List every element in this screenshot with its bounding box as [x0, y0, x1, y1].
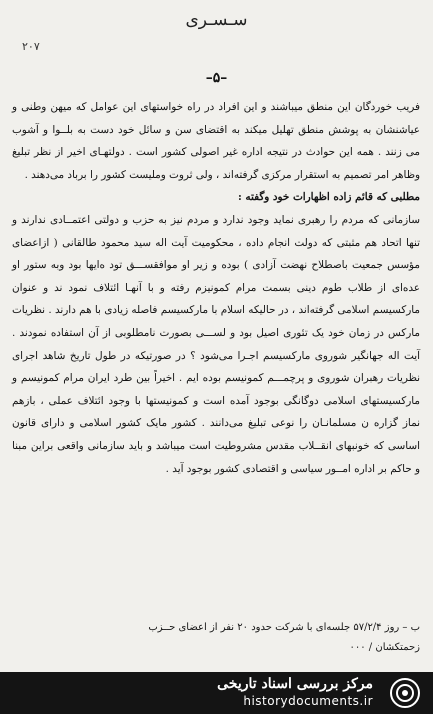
page-number: –۵– [205, 70, 228, 86]
reference-number: ۲۰۷ [22, 40, 40, 53]
footer-signature: زحمتکشان / ۰۰۰ [349, 642, 420, 653]
secret-stamp: سـسـری [185, 10, 248, 30]
document-body [12, 96, 420, 480]
watermark-url[interactable]: historydocuments.ir [243, 694, 373, 708]
paragraph-3: سازمانی که مردم را رهبری نماید وجود ندارد و مردم نیز به حزب و دولتی اعتمــادی ندارند و تنها اتحاد هم مثبتی که دولت انجام داده ، محکومیت آیت اله سید محمود طالقانی ( ازاعضای مؤسس جمعیت باصطلاح نهضت آزادی ) بوده و زیر او موافقســـق تود ه‌ایها بود وبه ستور او عده‌ای از طلاب طوم دینی بسمت مرام کمونیزم رفته و با آنهـا ائتلاف نمود ند و عنوان مارکسیسم اسلامی گرفته‌اند ، در حالیکه اسلام با مارکسیسم فاصله زیادی با هم دارند . نظریات مارکس در زمان خود یک تئوری اصیل بود و لســـی بصورت نامطلوبی از آن استفاده نمودند . آیت اله جهانگیر شوروی مارکسیسم اجـرا می‌شود ؟ در صورتیکه در طول تاریخ شاهد اجرای نظریات رهبران شوروی و پرچمـــم کمونیسم بوده ایم . اخیراً بین طرد ایران مرام کمونیسم و مارکسیستهای اسلامی دوگانگی بوجود آمده است و کمونیستها با وجود ائتلاف عملی ، بازهم نماز گزاره ن مسلمانـان را نوعی تبلیغ می‌دانند . کشور مایک کشور اسلامی و دارای قانون اساسی که خونبهای انقــلاب مقدس مشروطیت است میباشد و باید سازمانی واقعی براین مبنا و حاکم بر اداره امــور سیاسی و اقتصادی کشور بوجود آید . [12, 213, 420, 475]
watermark-title: مرکز بررسی اسناد تاریخی [217, 676, 373, 692]
watermark-bar [0, 672, 433, 714]
paragraph-2: مطلبی که قائم زاده اظهارات خود وگفته : [237, 191, 420, 204]
history-documents-logo-icon [389, 677, 421, 709]
paragraph-1: فریب خوردگان این منطق میباشند و این افراد در راه خواستهای این عوامل که میهن وطنی و عیاشنشان به پوشش منطق تهلیل میکند به اقتضای سن و سائل خود دست به بلــوا و آشوب می زنند . همه این حوادث در نتیجه اداره غیر اصولی کشور است . دولتهـای اخیر از نظر تبلیغ وظاهر امر تصمیم به استقرار مرکزی گرفته‌اند ، ولی ثروت وملیست کشور را برباد می‌دهند . [12, 101, 420, 181]
footer-meeting-line: ب – روز ۵۷/۲/۴ جلسه‌ای با شرکت حدود ۲۰ نفر از اعضای حــزب [148, 622, 420, 633]
